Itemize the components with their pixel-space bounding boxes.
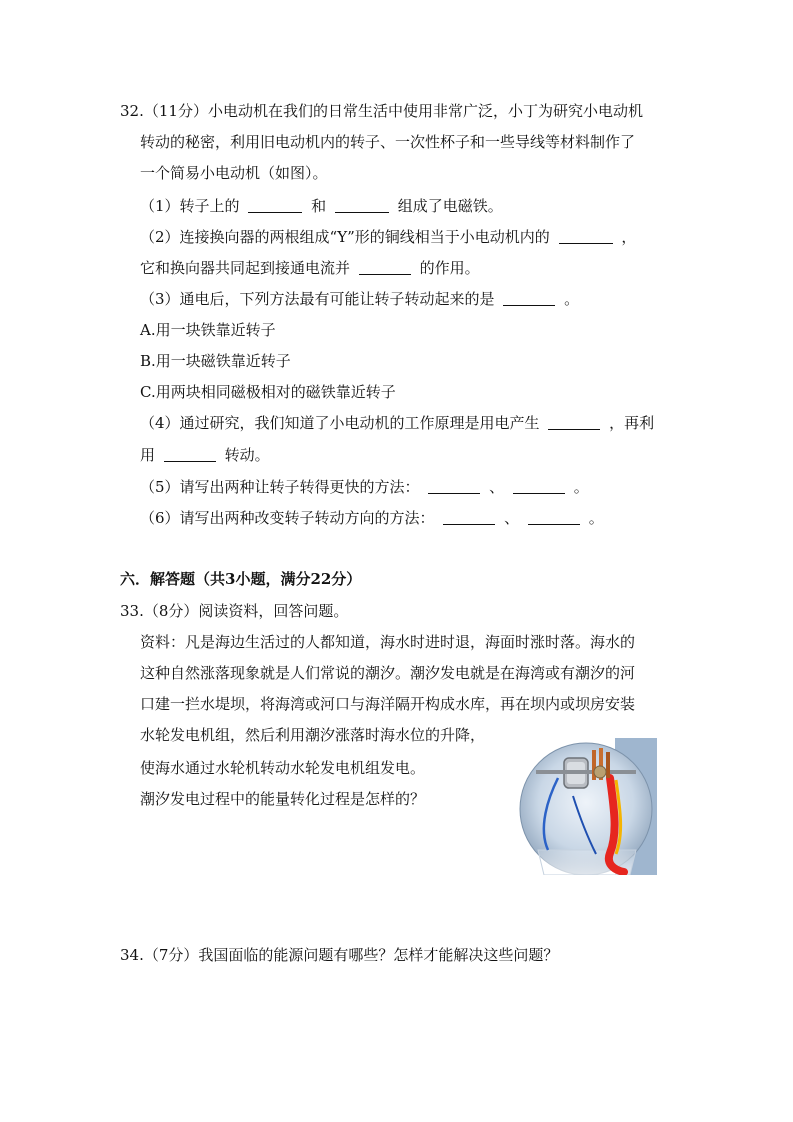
q33-material-line-5: 使海水通过水轮机转动水轮发电机组发电。 <box>140 759 426 777</box>
q32-part-2: （2）连接换向器的两根组成“Y”形的铜线相当于小电动机内的 ， <box>140 228 637 246</box>
q32-part-1: （1）转子上的 和 组成了电磁铁。 <box>140 197 503 215</box>
motor-photo-svg <box>518 738 657 875</box>
q32-stem-line-1: 32.（11分）小电动机在我们的日常生活中使用非常广泛，小丁为研究小电动机 <box>120 102 643 120</box>
answer-blank[interactable] <box>513 477 565 494</box>
answer-blank[interactable] <box>443 508 495 525</box>
q34-stem: 34.（7分）我国面临的能源问题有哪些？怎样才能解决这些问题？ <box>120 946 559 964</box>
q33-material-line-1: 资料：凡是海边生活过的人都知道，海水时进时退，海面时涨时落。海水的 <box>140 633 636 651</box>
section-heading: 六．解答题（共3小题，满分22分） <box>120 570 362 588</box>
answer-blank[interactable] <box>428 477 480 494</box>
q32-stem-line-3: 一个简易小电动机（如图）。 <box>140 164 328 182</box>
q33-material-line-4: 水轮发电机组，然后利用潮汐涨落时海水位的升降， <box>140 726 486 744</box>
q32-option-b: B.用一块磁铁靠近转子 <box>140 352 291 370</box>
q32-part-3: （3）通电后，下列方法最有可能让转子转动起来的是 。 <box>140 290 580 308</box>
answer-blank[interactable] <box>528 508 580 525</box>
q32-part-2-cont: 它和换向器共同起到接通电流并 的作用。 <box>140 259 480 277</box>
answer-blank[interactable] <box>503 289 555 306</box>
answer-blank[interactable] <box>164 445 216 462</box>
answer-blank[interactable] <box>359 258 411 275</box>
q33-material-line-3: 口建一拦水堤坝，将海湾或河口与海洋隔开构成水库，再在坝内或坝房安装 <box>140 695 636 713</box>
answer-blank[interactable] <box>548 413 600 430</box>
q33-material-line-2: 这种自然涨落现象就是人们常说的潮汐。潮汐发电就是在海湾或有潮汐的河 <box>140 664 636 682</box>
answer-blank[interactable] <box>559 227 613 244</box>
q33-question: 潮汐发电过程中的能量转化过程是怎样的？ <box>140 790 426 808</box>
q32-part-5: （5）请写出两种让转子转得更快的方法： 、 。 <box>140 478 589 496</box>
q32-part-4: （4）通过研究，我们知道了小电动机的工作原理是用电产生 ，再利 <box>140 414 655 432</box>
q32-part-4-cont: 用 转动。 <box>140 446 270 464</box>
q32-part-6: （6）请写出两种改变转子转动方向的方法： 、 。 <box>140 509 604 527</box>
motor-photo <box>518 738 657 875</box>
q32-option-c: C.用两块相同磁极相对的磁铁靠近转子 <box>140 383 396 401</box>
q32-option-a: A.用一块铁靠近转子 <box>140 321 276 339</box>
q33-stem: 33.（8分）阅读资料，回答问题。 <box>120 602 349 620</box>
q32-stem-line-2: 转动的秘密，利用旧电动机内的转子、一次性杯子和一些导线等材料制作了 <box>140 133 636 151</box>
answer-blank[interactable] <box>335 196 389 213</box>
answer-blank[interactable] <box>248 196 302 213</box>
